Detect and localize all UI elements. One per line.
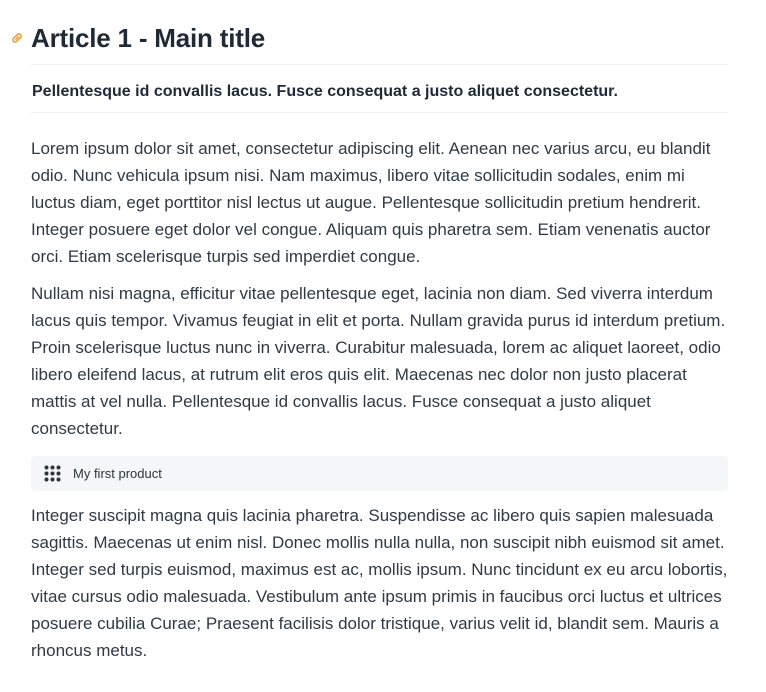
paragraph: Integer suscipit magna quis lacinia pharetra. Suspendisse ac libero quis sapien malesuada sagittis. Maecenas ut enim nisl. Donec mollis nulla nulla, non suscipit nibh euismod sit amet. Integer sed turpis euismod, maximus est ac, mollis ipsum. Nunc tincidunt ex eu arcu lobortis, vitae cursus odio malesuada. Vestibulum ante ipsum primis in faucibus orci luctus et ultrices posuere cubilia Curae; Praesent facilisis dolor tristique, varius velit id, blandit sem. Mauris a rhoncus metus. [31, 506, 728, 660]
title-row [31, 18, 728, 65]
product-card[interactable] [31, 456, 728, 491]
article-subtitle: Pellentesque id convallis lacus. Fusce consequat a justo aliquet consectetur. [31, 65, 728, 113]
grid-icon [44, 465, 61, 482]
paragraph: Nullam nisi magna, efficitur vitae pellentesque eget, lacinia non diam. Sed viverra interdum lacus quis tempor. Vivamus feugiat in elit et porta. Nullam gravida purus id interdum pretium. Proin scelerisque luctus nunc in viverra. Curabitur malesuada, lorem ac aliquet laoreet, odio libero eleifend lacus, at rutrum elit eros quis elit. Maecenas nec dolor non justo placerat mattis at vel nulla. Pellentesque id convallis lacus. Fusce consequat a justo aliquet consectetur. [31, 284, 726, 438]
article [31, 18, 728, 664]
paragraph: Lorem ipsum dolor sit amet, consectetur adipiscing elit. Aenean nec varius arcu, eu blandit odio. Nunc vehicula ipsum nisi. Nam maximus, libero vitae sollicitudin sodales, enim mi luctus diam, eget porttitor nisl lectus ut augue. Pellentesque sollicitudin pretium hendrerit. Integer posuere eget dolor vel congue. Aliquam quis pharetra sem. Etiam venenatis auctor orci. Etiam scelerisque turpis sed imperdiet congue. [31, 139, 711, 266]
link-icon[interactable] [10, 31, 24, 45]
page-title: Article 1 - Main title [31, 23, 265, 53]
product-name: My first product [73, 466, 162, 481]
